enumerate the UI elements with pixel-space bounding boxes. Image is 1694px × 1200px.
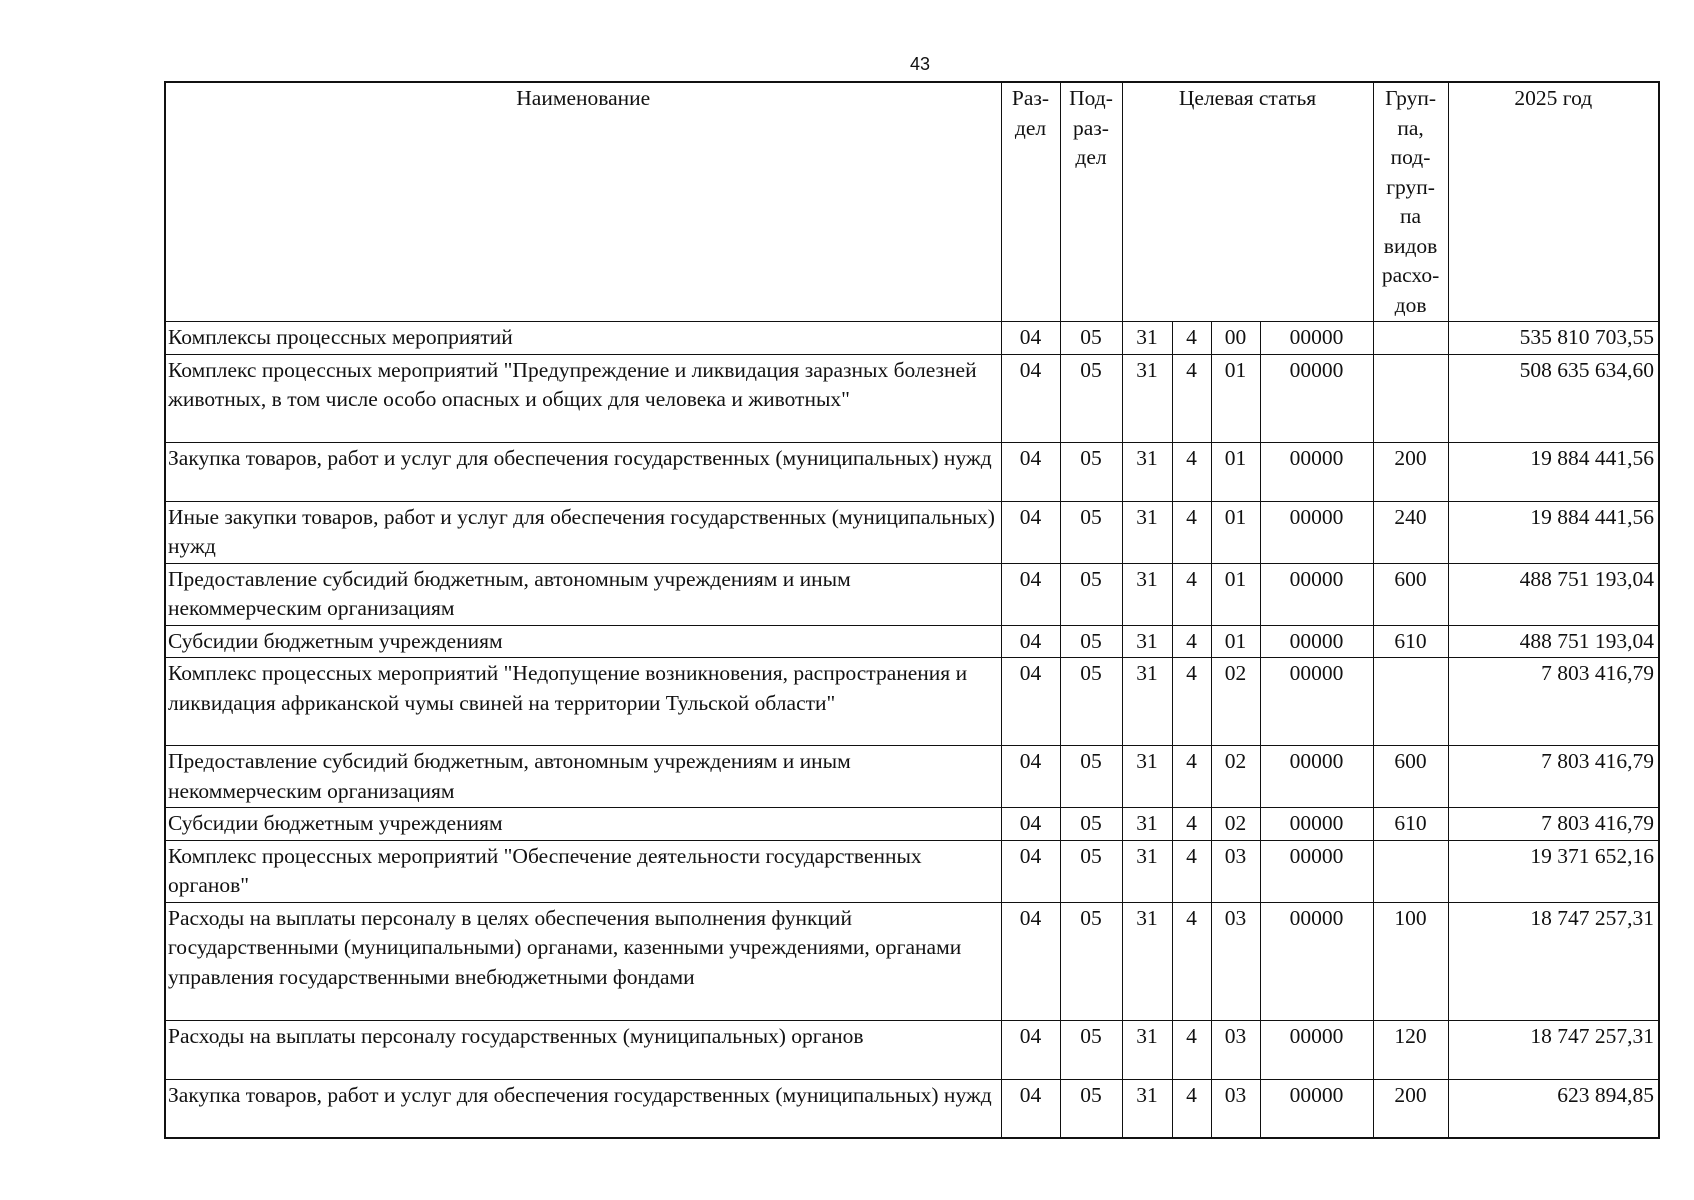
row-target-direction: 00000 — [1260, 840, 1373, 902]
header-target: Целевая статья — [1122, 82, 1373, 322]
row-subsection: 05 — [1060, 354, 1122, 442]
row-target-direction: 00000 — [1260, 1020, 1373, 1079]
row-amount: 535 810 703,55 — [1448, 322, 1659, 355]
row-subsection: 05 — [1060, 840, 1122, 902]
header-subsection-text: Под- раз- дел — [1069, 86, 1113, 169]
row-expense-group: 610 — [1373, 625, 1448, 658]
row-subsection: 05 — [1060, 442, 1122, 501]
row-target-complex: 01 — [1211, 354, 1260, 442]
row-target-complex: 01 — [1211, 442, 1260, 501]
row-amount: 18 747 257,31 — [1448, 902, 1659, 1020]
row-target-type: 4 — [1172, 322, 1211, 355]
row-target-complex: 01 — [1211, 625, 1260, 658]
row-expense-group: 120 — [1373, 1020, 1448, 1079]
row-target-program: 31 — [1122, 658, 1172, 746]
row-target-complex: 03 — [1211, 840, 1260, 902]
row-target-program: 31 — [1122, 354, 1172, 442]
row-subsection: 05 — [1060, 1079, 1122, 1138]
row-amount: 18 747 257,31 — [1448, 1020, 1659, 1079]
row-subsection: 05 — [1060, 808, 1122, 841]
table-header-row — [165, 82, 1659, 322]
row-target-direction: 00000 — [1260, 501, 1373, 563]
table-row — [165, 354, 1659, 442]
row-target-type: 4 — [1172, 840, 1211, 902]
row-target-direction: 00000 — [1260, 322, 1373, 355]
row-section: 04 — [1001, 658, 1060, 746]
row-target-direction: 00000 — [1260, 625, 1373, 658]
row-section: 04 — [1001, 354, 1060, 442]
row-amount: 7 803 416,79 — [1448, 658, 1659, 746]
row-target-type: 4 — [1172, 625, 1211, 658]
table-row — [165, 1020, 1659, 1079]
row-name: Субсидии бюджетным учреждениям — [165, 808, 1001, 841]
row-target-direction: 00000 — [1260, 1079, 1373, 1138]
row-target-program: 31 — [1122, 563, 1172, 625]
row-target-direction: 00000 — [1260, 442, 1373, 501]
row-expense-group — [1373, 658, 1448, 746]
row-section: 04 — [1001, 563, 1060, 625]
row-expense-group: 600 — [1373, 563, 1448, 625]
table-row — [165, 501, 1659, 563]
row-subsection: 05 — [1060, 902, 1122, 1020]
row-name: Иные закупки товаров, работ и услуг для обеспечения государственных (муниципальных) нужд — [165, 501, 1001, 563]
header-name: Наименование — [165, 82, 1001, 322]
row-amount: 508 635 634,60 — [1448, 354, 1659, 442]
row-target-type: 4 — [1172, 658, 1211, 746]
row-subsection: 05 — [1060, 625, 1122, 658]
row-name: Расходы на выплаты персоналу в целях обеспечения выполнения функций государственными (муниципальными) органами, казенными учреждениями, органами управления государственными внебюджетными фондами — [165, 902, 1001, 1020]
row-target-complex: 02 — [1211, 808, 1260, 841]
row-amount: 19 371 652,16 — [1448, 840, 1659, 902]
row-amount: 7 803 416,79 — [1448, 746, 1659, 808]
row-target-complex: 03 — [1211, 902, 1260, 1020]
row-amount: 623 894,85 — [1448, 1079, 1659, 1138]
page-number: 43 — [909, 54, 931, 74]
row-target-program: 31 — [1122, 808, 1172, 841]
row-amount: 488 751 193,04 — [1448, 625, 1659, 658]
row-subsection: 05 — [1060, 746, 1122, 808]
row-expense-group: 610 — [1373, 808, 1448, 841]
row-target-type: 4 — [1172, 563, 1211, 625]
table-row — [165, 322, 1659, 355]
header-section — [1001, 82, 1060, 322]
row-target-type: 4 — [1172, 1079, 1211, 1138]
table-row — [165, 1079, 1659, 1138]
row-section: 04 — [1001, 442, 1060, 501]
header-group — [1373, 82, 1448, 322]
row-target-program: 31 — [1122, 501, 1172, 563]
row-subsection: 05 — [1060, 563, 1122, 625]
table-row — [165, 902, 1659, 1020]
row-expense-group: 600 — [1373, 746, 1448, 808]
row-subsection: 05 — [1060, 658, 1122, 746]
row-section: 04 — [1001, 902, 1060, 1020]
row-target-direction: 00000 — [1260, 658, 1373, 746]
row-amount: 19 884 441,56 — [1448, 442, 1659, 501]
row-target-direction: 00000 — [1260, 808, 1373, 841]
row-target-type: 4 — [1172, 808, 1211, 841]
table-row — [165, 658, 1659, 746]
row-target-program: 31 — [1122, 625, 1172, 658]
header-section-text: Раз- дел — [1011, 86, 1050, 140]
row-name: Предоставление субсидий бюджетным, автономным учреждениям и иным некоммерческим организациям — [165, 563, 1001, 625]
row-amount: 488 751 193,04 — [1448, 563, 1659, 625]
row-target-complex: 01 — [1211, 563, 1260, 625]
row-expense-group: 200 — [1373, 442, 1448, 501]
table-row — [165, 625, 1659, 658]
row-target-program: 31 — [1122, 840, 1172, 902]
row-section: 04 — [1001, 808, 1060, 841]
row-section: 04 — [1001, 322, 1060, 355]
row-target-direction: 00000 — [1260, 902, 1373, 1020]
table-row — [165, 808, 1659, 841]
header-year: 2025 год — [1448, 82, 1659, 322]
row-target-type: 4 — [1172, 501, 1211, 563]
row-target-complex: 02 — [1211, 658, 1260, 746]
row-target-direction: 00000 — [1260, 354, 1373, 442]
row-subsection: 05 — [1060, 501, 1122, 563]
row-name: Комплекс процессных мероприятий "Недопущение возникновения, распространения и ликвидация африканской чумы свиней на территории Тульской области" — [165, 658, 1001, 746]
row-target-direction: 00000 — [1260, 746, 1373, 808]
row-name: Закупка товаров, работ и услуг для обеспечения государственных (муниципальных) нужд — [165, 442, 1001, 501]
row-target-program: 31 — [1122, 746, 1172, 808]
row-section: 04 — [1001, 1020, 1060, 1079]
row-target-complex: 02 — [1211, 746, 1260, 808]
row-target-program: 31 — [1122, 1079, 1172, 1138]
row-subsection: 05 — [1060, 1020, 1122, 1079]
table-row — [165, 840, 1659, 902]
row-target-program: 31 — [1122, 1020, 1172, 1079]
row-section: 04 — [1001, 746, 1060, 808]
row-section: 04 — [1001, 501, 1060, 563]
row-target-complex: 01 — [1211, 501, 1260, 563]
row-target-type: 4 — [1172, 746, 1211, 808]
row-name: Закупка товаров, работ и услуг для обеспечения государственных (муниципальных) нужд — [165, 1079, 1001, 1138]
row-target-type: 4 — [1172, 354, 1211, 442]
row-target-complex: 03 — [1211, 1079, 1260, 1138]
row-target-direction: 00000 — [1260, 563, 1373, 625]
table-row — [165, 563, 1659, 625]
row-name: Комплекс процессных мероприятий "Обеспечение деятельности государственных органов" — [165, 840, 1001, 902]
row-section: 04 — [1001, 840, 1060, 902]
row-subsection: 05 — [1060, 322, 1122, 355]
row-target-type: 4 — [1172, 902, 1211, 1020]
row-expense-group — [1373, 354, 1448, 442]
row-target-complex: 03 — [1211, 1020, 1260, 1079]
row-name: Предоставление субсидий бюджетным, автономным учреждениям и иным некоммерческим организациям — [165, 746, 1001, 808]
row-expense-group: 200 — [1373, 1079, 1448, 1138]
row-amount: 7 803 416,79 — [1448, 808, 1659, 841]
row-expense-group — [1373, 322, 1448, 355]
row-target-program: 31 — [1122, 902, 1172, 1020]
row-expense-group: 240 — [1373, 501, 1448, 563]
header-group-text: Груп- па, под- груп- па видов расхо- дов — [1381, 86, 1440, 317]
row-amount: 19 884 441,56 — [1448, 501, 1659, 563]
row-target-program: 31 — [1122, 322, 1172, 355]
row-target-type: 4 — [1172, 1020, 1211, 1079]
table-row — [165, 442, 1659, 501]
row-target-program: 31 — [1122, 442, 1172, 501]
budget-table — [164, 81, 1660, 1139]
row-name: Расходы на выплаты персоналу государственных (муниципальных) органов — [165, 1020, 1001, 1079]
row-expense-group — [1373, 840, 1448, 902]
table-row — [165, 746, 1659, 808]
row-expense-group: 100 — [1373, 902, 1448, 1020]
row-section: 04 — [1001, 1079, 1060, 1138]
row-name: Субсидии бюджетным учреждениям — [165, 625, 1001, 658]
row-name: Комплекс процессных мероприятий "Предупреждение и ликвидация заразных болезней животных, в том числе особо опасных и общих для человека и животных" — [165, 354, 1001, 442]
row-target-complex: 00 — [1211, 322, 1260, 355]
row-target-type: 4 — [1172, 442, 1211, 501]
row-name: Комплексы процессных мероприятий — [165, 322, 1001, 355]
header-subsection — [1060, 82, 1122, 322]
row-section: 04 — [1001, 625, 1060, 658]
